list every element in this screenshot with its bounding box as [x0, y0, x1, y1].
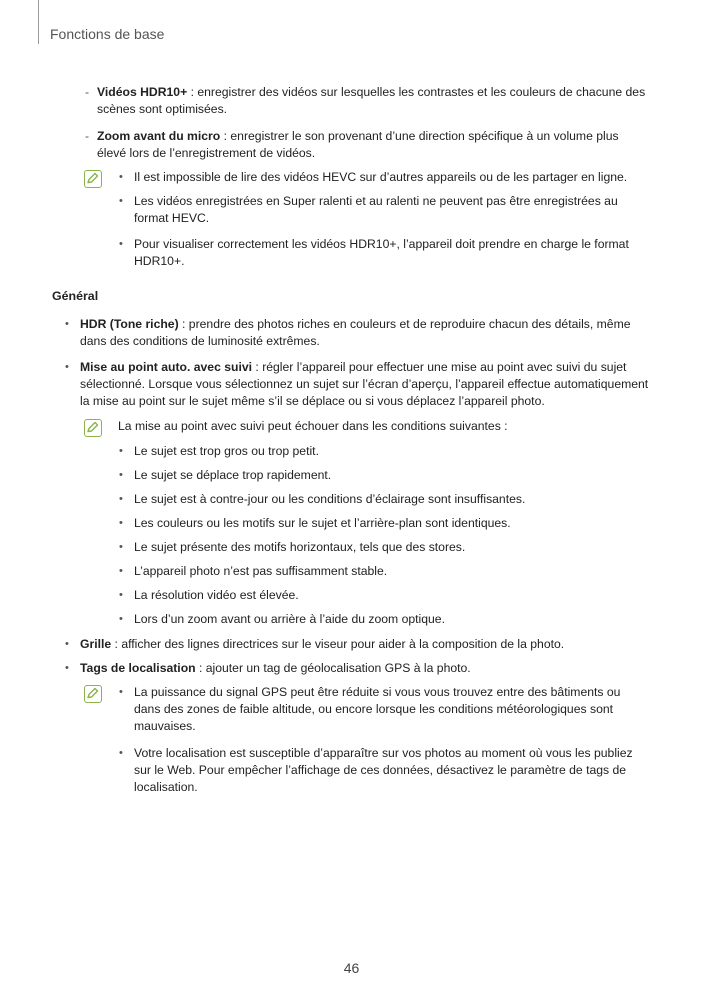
note1-item: [119, 193, 634, 227]
bullet-marker: •: [119, 171, 123, 183]
list-item-location-tags: [65, 660, 650, 677]
note3-item: [119, 745, 634, 796]
bullet-marker: •: [65, 361, 69, 373]
list-item-hdr-tone: [65, 316, 650, 350]
list-item-grid: [65, 636, 650, 653]
note-pencil-icon: [84, 170, 102, 188]
bullet-marker: •: [119, 469, 123, 481]
bullet-marker: •: [119, 238, 123, 250]
section-heading: Général: [52, 289, 99, 303]
dash-marker: -: [85, 129, 90, 143]
note2-item: [119, 491, 634, 508]
item-term: Tags de localisation: [80, 661, 196, 675]
dash-marker: -: [85, 85, 90, 99]
bullet-marker: •: [119, 565, 123, 577]
note2-item: [119, 515, 634, 532]
bullet-marker: •: [65, 662, 69, 674]
item-text: : régler l’appareil pour effectuer une mise au point avec suivi du sujet sélectionné. Lorsque vous sélectionnez un sujet sur l’écran d’aperçu, l’appareil effectue automatiquement la mise au point sur le sujet même s’il se déplace ou si vous déplacez l’appareil photo.: [80, 360, 649, 408]
item-text: : afficher des lignes directrices sur le viseur pour aider à la composition de la photo.: [111, 637, 565, 651]
bullet-marker: •: [119, 747, 123, 759]
header-rule: [38, 0, 39, 44]
note2-text: La résolution vidéo est élevée.: [134, 588, 299, 602]
note1-text: Il est impossible de lire des vidéos HEVC sur d’autres appareils ou de les partager en ligne.: [134, 170, 628, 184]
bullet-marker: •: [119, 613, 123, 625]
note2-text: Les couleurs ou les motifs sur le sujet et l’arrière-plan sont identiques.: [134, 516, 511, 530]
note2-item: [119, 467, 634, 484]
list-item-zoom-micro: [85, 128, 649, 162]
bullet-marker: •: [119, 589, 123, 601]
bullet-marker: •: [119, 493, 123, 505]
note1-item: [119, 169, 634, 186]
note2-item: [119, 587, 634, 604]
item-text: : prendre des photos riches en couleurs et de reproduire chacun des détails, même dans des conditions de luminosité extrêmes.: [80, 317, 631, 348]
item-term: Mise au point auto. avec suivi: [80, 360, 253, 374]
note2-text: L’appareil photo n’est pas suffisamment stable.: [134, 564, 388, 578]
bullet-marker: •: [119, 517, 123, 529]
page-number: 46: [343, 960, 360, 976]
note2-text: Le sujet se déplace trop rapidement.: [134, 468, 332, 482]
item-text: : enregistrer le son provenant d’une direction spécifique à un volume plus élevé lors de l’enregistrement de vidéos.: [97, 129, 619, 160]
note2-text: Le sujet est à contre-jour ou les conditions d’éclairage sont insuffisantes.: [134, 492, 526, 506]
bullet-marker: •: [119, 541, 123, 553]
bullet-marker: •: [119, 195, 123, 207]
item-term: Grille: [80, 637, 112, 651]
note1-text: Les vidéos enregistrées en Super ralenti et au ralenti ne peuvent pas être enregistrées au format HEVC.: [134, 194, 618, 225]
note2-item: [119, 611, 634, 628]
note3-text: Votre localisation est susceptible d’apparaître sur vos photos au moment où vous les publiez sur le Web. Pour empêcher l’affichage de ces données, désactivez le paramètre de tags de localisation.: [134, 746, 633, 794]
bullet-marker: •: [65, 318, 69, 330]
item-term: Vidéos HDR10+: [97, 85, 188, 99]
note2-text: Le sujet est trop gros ou trop petit.: [134, 444, 319, 458]
bullet-marker: •: [119, 445, 123, 457]
note3-item: [119, 684, 634, 735]
header-title: Fonctions de base: [50, 26, 165, 42]
note2-item: [119, 563, 634, 580]
note2-text: Lors d’un zoom avant ou arrière à l’aide du zoom optique.: [134, 612, 445, 626]
bullet-marker: •: [119, 686, 123, 698]
note-pencil-icon: [84, 419, 102, 437]
item-term: Zoom avant du micro: [97, 129, 221, 143]
item-text: : ajouter un tag de géolocalisation GPS à la photo.: [195, 661, 471, 675]
note2-item: [119, 443, 634, 460]
list-item-hdr10: [85, 84, 649, 118]
note3-text: La puissance du signal GPS peut être réduite si vous vous trouvez entre des bâtiments ou dans des zones de faible altitude, ou encore lorsque les conditions météorologiques sont mauvaises.: [134, 685, 621, 733]
item-term: HDR (Tone riche): [80, 317, 179, 331]
note-pencil-icon: [84, 685, 102, 703]
note1-text: Pour visualiser correctement les vidéos HDR10+, l’appareil doit prendre en charge le format HDR10+.: [134, 237, 629, 268]
item-text: : enregistrer des vidéos sur lesquelles les contrastes et les couleurs de chacune des scènes sont optimisées.: [97, 85, 646, 116]
note1-item: [119, 236, 634, 270]
note2-text: Le sujet présente des motifs horizontaux, tels que des stores.: [134, 540, 466, 554]
list-item-af-tracking: [65, 359, 650, 410]
note2-intro: La mise au point avec suivi peut échouer dans les conditions suivantes :: [118, 419, 508, 433]
bullet-marker: •: [65, 638, 69, 650]
note2-item: [119, 539, 634, 556]
